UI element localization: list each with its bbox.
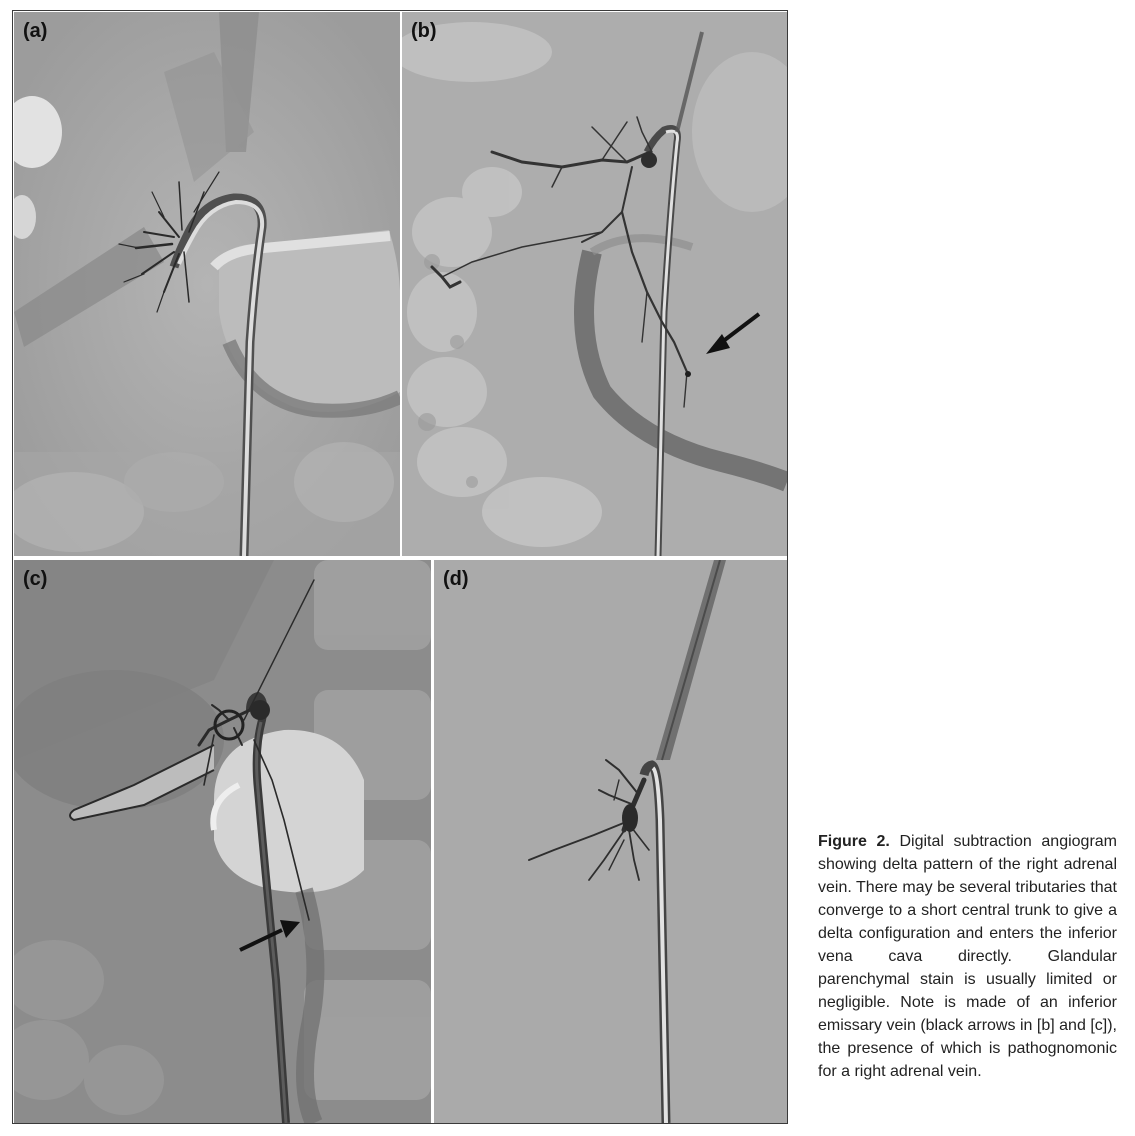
panel-a-label: (a) <box>23 20 48 42</box>
caption-label: Figure 2. <box>818 833 890 850</box>
panel-d-image <box>434 560 787 1123</box>
figure-caption <box>818 830 1117 1083</box>
panel-b-label: (b) <box>411 20 437 42</box>
panel-b-angiogram <box>402 12 787 556</box>
panel-c-label: (c) <box>23 568 48 590</box>
panel-a-angiogram <box>14 12 400 556</box>
panel-c-angiogram <box>14 560 431 1123</box>
panel-d-label: (d) <box>443 568 469 590</box>
panel-d-angiogram <box>434 560 787 1123</box>
panel-b-image <box>402 12 787 556</box>
caption-text: Digital subtraction angiogram showing delta pattern of the right adrenal vein. There may be several tributaries that converge to a short central trunk to give a delta configuration and enters the inferior vena cava directly. Glandular parenchymal stain is usually limited or negligible. Note is made of an inferior emissary vein (black arrows in [b] and [c]), the presence of which is pathognomonic for a right adrenal vein. <box>818 833 1117 1080</box>
panel-c-image <box>14 560 431 1123</box>
panel-a-image <box>14 12 400 556</box>
figure-frame <box>12 10 788 1124</box>
